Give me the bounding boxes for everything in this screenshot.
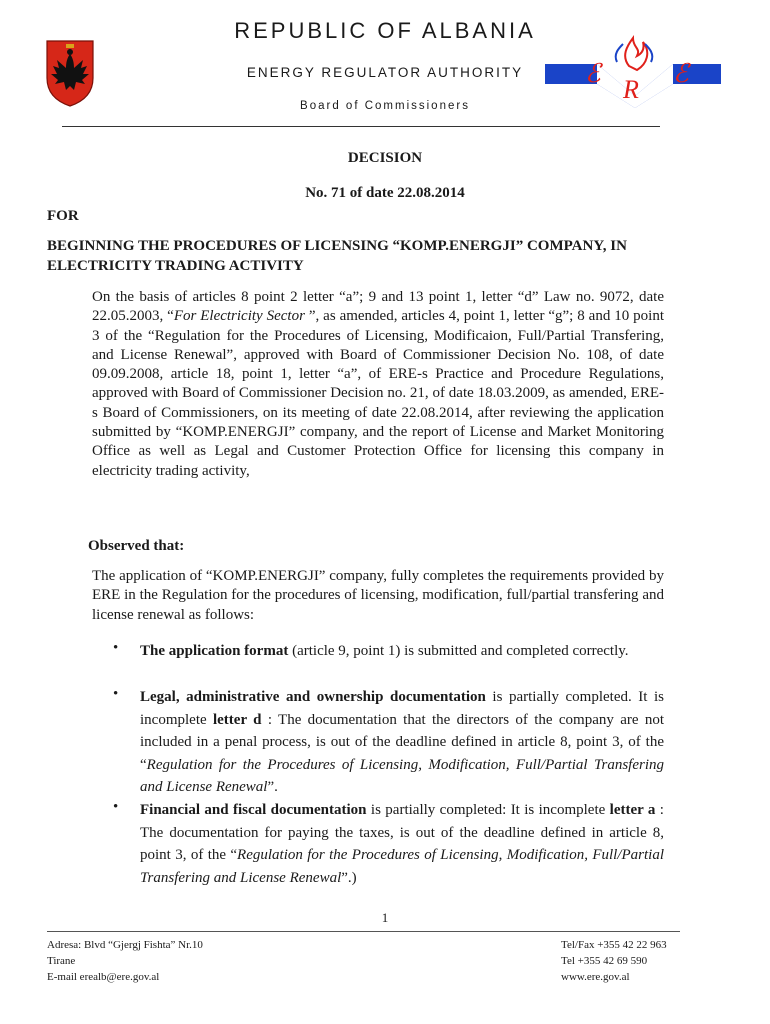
country-title: REPUBLIC OF ALBANIA	[234, 18, 536, 43]
footer-address: Adresa: Blvd “Gjergj Fishta” Nr.10	[47, 939, 203, 951]
list-item: Legal, administrative and ownership documentation is partially completed. It is incomplete letter d : The documentation that the directors of the company are not included in a penal process, is out of the deadline defined in article 8, point 3, of the “Regulation for the Procedures of Licensing, Modification, Full/Partial Transfering and License Renewal”.	[140, 689, 664, 795]
decision-subject: BEGINNING THE PROCEDURES OF LICENSING “KOMP.ENERGJI” COMPANY, IN ELECTRICITY TRADING ACTIVITY	[47, 238, 627, 274]
ere-flame-logo-icon	[545, 26, 725, 113]
svg-text:ℰ: ℰ	[585, 59, 601, 88]
decision-number: No. 71 of date 22.08.2014	[305, 185, 465, 201]
footer-divider	[47, 931, 680, 932]
footer-telfax: Tel/Fax +355 42 22 963	[561, 939, 667, 951]
list-item: Financial and fiscal documentation is partially completed: It is incomplete letter a : The documentation for paying the taxes, is out of the deadline defined in article 8, point 3, of the “Regulation for the Procedures of Licensing, Modification, Full/Partial Transfering and License Renewal”.)	[140, 802, 664, 886]
page-number: 1	[381, 910, 389, 925]
bullet-icon: •	[113, 686, 119, 702]
footer-tel: Tel +355 42 69 590	[561, 955, 648, 967]
board-name: Board of Commissioners	[300, 100, 470, 112]
footer-web: www.ere.gov.al	[561, 971, 630, 983]
basis-paragraph: On the basis of articles 8 point 2 letter “a”; 9 and 13 point 1, letter “d” Law no. 9072, date 22.05.2003, “For Electricity Sector ”, as amended, articles 4, point 1, letter “g”; 8 and 10 point 3 of the “Regulation for the Procedures of Licensing, Modificaion, Full/Partial Transfering, and License Renewal”, approved with Board of Commissioner Decision No. 108, of date 09.09.2008, article 18, point 1, letter “a”, of ERE-s Practice and Procedure Regulations, approved with Board of Commissioner Decision no. 21, of date 18.03.2009, as amended, ERE-s Board of Commissioners, on its meeting of date 22.08.2014, after reviewing the application submitted by “KOMP.ENERGJI” company, and the report of License and Market Monitoring Office as well as Legal and Customer Protection Office for licensing this company in electricity trading activity,	[92, 289, 664, 479]
footer-city: Tirane	[47, 955, 76, 967]
for-label: FOR	[47, 208, 79, 224]
bullet-icon: •	[113, 799, 119, 815]
observed-paragraph: The application of “KOMP.ENERGJI” company, fully completes the requirements provided by ERE in the Regulation for the procedures of licensing, modification, full/partial transfering and license renewal as follows:	[92, 568, 664, 623]
observed-label: Observed that:	[88, 538, 185, 554]
svg-text:R: R	[623, 75, 639, 104]
footer-contact-block	[561, 937, 667, 985]
list-item: The application format (article 9, point 1) is submitted and completed correctly.	[140, 643, 629, 659]
decision-title: DECISION	[347, 150, 423, 166]
bullet-icon: •	[113, 640, 119, 656]
header-divider	[62, 126, 660, 127]
svg-text:ℰ: ℰ	[673, 59, 689, 88]
footer-email: E-mail erealb@ere.gov.al	[47, 971, 160, 983]
footer-address-block	[47, 937, 203, 985]
agency-name: ENERGY REGULATOR AUTHORITY	[246, 65, 524, 80]
